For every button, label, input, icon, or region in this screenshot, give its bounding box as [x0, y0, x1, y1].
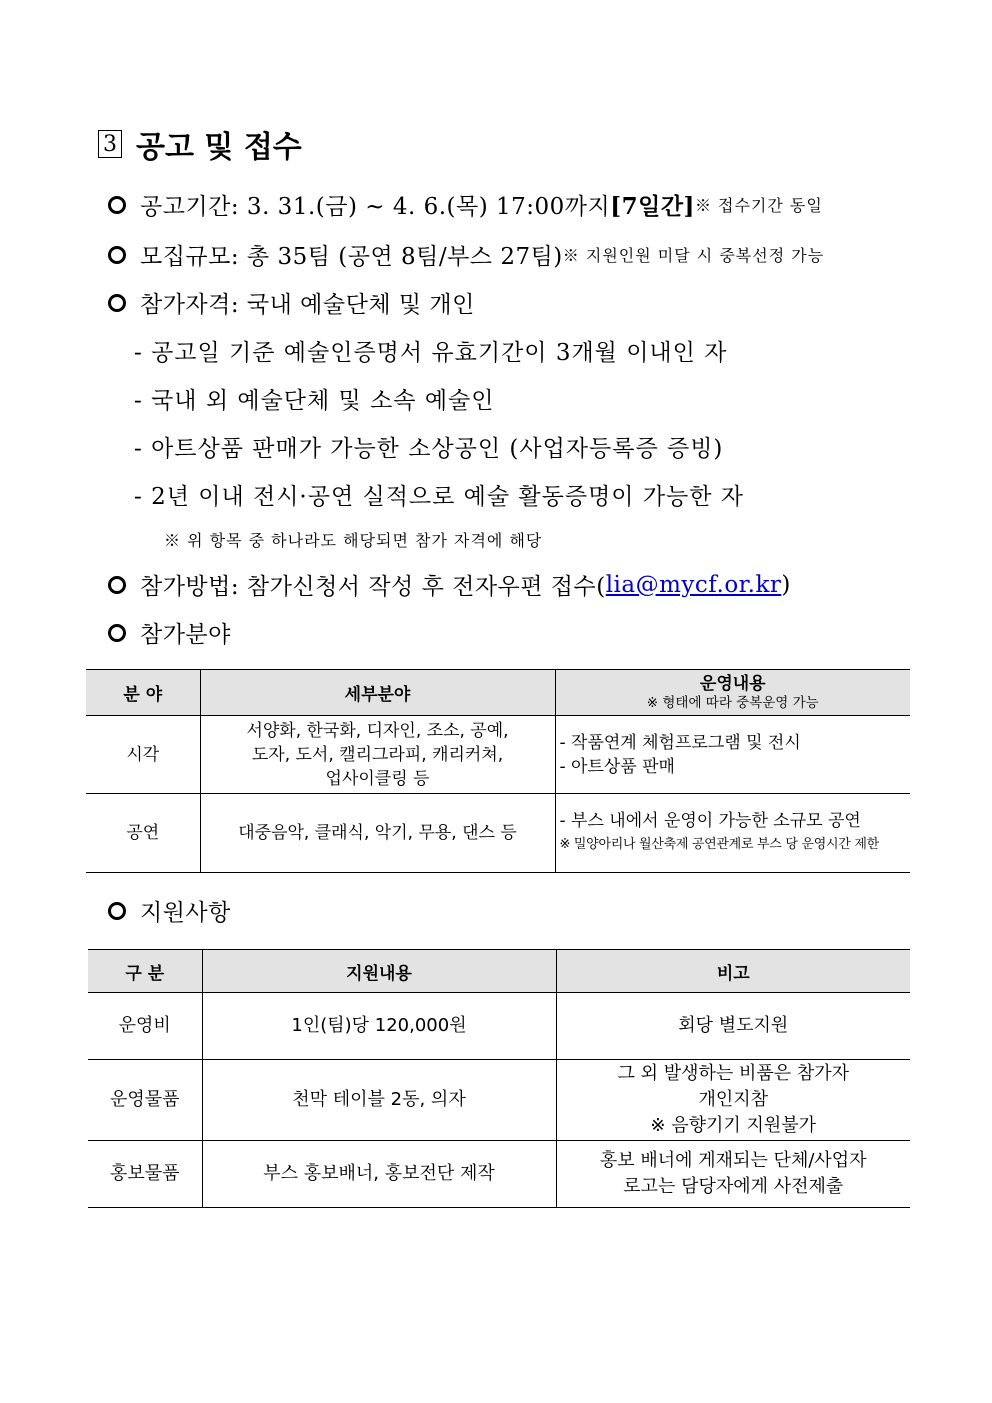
support-table — [88, 949, 910, 1208]
section-title: 공고 및 접수 — [136, 130, 302, 165]
circle-bullet-icon — [108, 196, 126, 214]
row-field: 공연 — [86, 794, 200, 873]
period-text: 공고기간: 3. 31.(금) ~ 4. 6.(목) 17:00까지 — [140, 194, 611, 220]
content-note: ※ 밀양아리나 월산축제 공연관계로 부스 당 운영시간 제한 — [559, 837, 879, 852]
row-content — [555, 794, 910, 873]
row-field: 시각 — [86, 716, 200, 794]
remark-line: 개인지참 — [698, 1089, 769, 1110]
header-category: 구 분 — [88, 950, 202, 993]
header-content — [555, 670, 910, 716]
qualification-note: ※ 위 항목 중 하나라도 해당되면 참가 자격에 해당 — [164, 531, 543, 550]
header-content: 지원내용 — [202, 950, 556, 993]
remark-line: 회당 별도지원 — [678, 1015, 789, 1036]
table-row — [86, 794, 910, 873]
row-category: 홍보물품 — [88, 1141, 202, 1208]
period-days: [7일간] — [610, 193, 695, 220]
row-detail — [200, 794, 555, 873]
bullet-scale — [108, 238, 824, 271]
detail-line: 업사이클링 등 — [325, 768, 430, 789]
table-header-row — [86, 670, 910, 716]
row-content: 천막 테이블 2동, 의자 — [202, 1060, 556, 1141]
remark-line: 홍보 배너에 게재되는 단체/사업자 — [599, 1150, 867, 1171]
support-text: 지원사항 — [140, 900, 231, 926]
table-header-row — [88, 950, 910, 993]
row-detail — [200, 716, 555, 794]
table-row — [86, 716, 910, 794]
remark-line: 그 외 발생하는 비품은 참가자 — [617, 1063, 850, 1084]
fields-table — [86, 669, 910, 873]
qualification-item: - 국내 외 예술단체 및 소속 예술인 — [134, 388, 495, 414]
row-content — [555, 716, 910, 794]
row-remark — [556, 1060, 910, 1141]
detail-line: 대중음악, 클래식, 악기, 무용, 댄스 등 — [238, 823, 517, 843]
bullet-fields — [108, 616, 231, 649]
header-detail: 세부분야 — [200, 670, 555, 716]
header-content-label: 운영내용 — [699, 673, 766, 694]
detail-line: 서양화, 한국화, 디자인, 조소, 공예, — [246, 720, 509, 741]
header-content-note: ※ 형태에 따라 중복운영 가능 — [646, 694, 819, 711]
circle-bullet-icon — [108, 246, 126, 264]
detail-line: 도자, 도서, 캘리그라피, 캐리커쳐, — [251, 744, 504, 765]
fields-text: 참가분야 — [140, 622, 231, 648]
scale-text: 모집규모: 총 35팀 (공연 8팀/부스 27팀) — [140, 244, 563, 270]
row-category: 운영비 — [88, 993, 202, 1060]
table-row — [88, 1141, 910, 1208]
scale-note: ※ 지원인원 미달 시 중복선정 가능 — [562, 246, 825, 265]
header-field: 분 야 — [86, 670, 200, 716]
method-text: 참가방법: 참가신청서 작성 후 전자우편 접수( — [140, 574, 606, 600]
bullet-support — [108, 894, 231, 927]
section-heading — [98, 122, 302, 166]
row-content: 1인(팀)당 120,000원 — [202, 993, 556, 1060]
row-category: 운영물품 — [88, 1060, 202, 1141]
method-close: ) — [781, 571, 791, 598]
row-remark — [556, 1141, 910, 1208]
email-link[interactable]: lia@mycf.or.kr — [605, 571, 782, 598]
circle-bullet-icon — [108, 902, 126, 920]
content-line: - 작품연계 체험프로그램 및 전시 — [559, 732, 801, 753]
remark-line: ※ 음향기기 지원불가 — [650, 1115, 817, 1136]
header-remark: 비고 — [556, 950, 910, 993]
circle-bullet-icon — [108, 576, 126, 594]
qualification-item: - 아트상품 판매가 가능한 소상공인 (사업자등록증 증빙) — [134, 436, 724, 462]
remark-line: 로고는 담당자에게 사전제출 — [623, 1176, 844, 1197]
table-row — [88, 1060, 910, 1141]
circle-bullet-icon — [108, 294, 126, 312]
circle-bullet-icon — [108, 624, 126, 642]
row-content: 부스 홍보배너, 홍보전단 제작 — [202, 1141, 556, 1208]
row-remark — [556, 993, 910, 1060]
section-number: 3 — [98, 130, 122, 158]
content-line: - 아트상품 판매 — [559, 756, 675, 777]
qualification-text: 참가자격: 국내 예술단체 및 개인 — [140, 292, 475, 318]
qualification-item: - 2년 이내 전시·공연 실적으로 예술 활동증명이 가능한 자 — [134, 484, 745, 510]
table-row — [88, 993, 910, 1060]
bullet-method — [108, 568, 791, 601]
qualification-item: - 공고일 기준 예술인증명서 유효기간이 3개월 이내인 자 — [134, 340, 728, 366]
bullet-period — [108, 188, 823, 221]
content-line: - 부스 내에서 운영이 가능한 소규모 공연 — [559, 811, 861, 831]
period-note: ※ 접수기간 동일 — [694, 196, 823, 215]
bullet-qualification — [108, 286, 475, 319]
